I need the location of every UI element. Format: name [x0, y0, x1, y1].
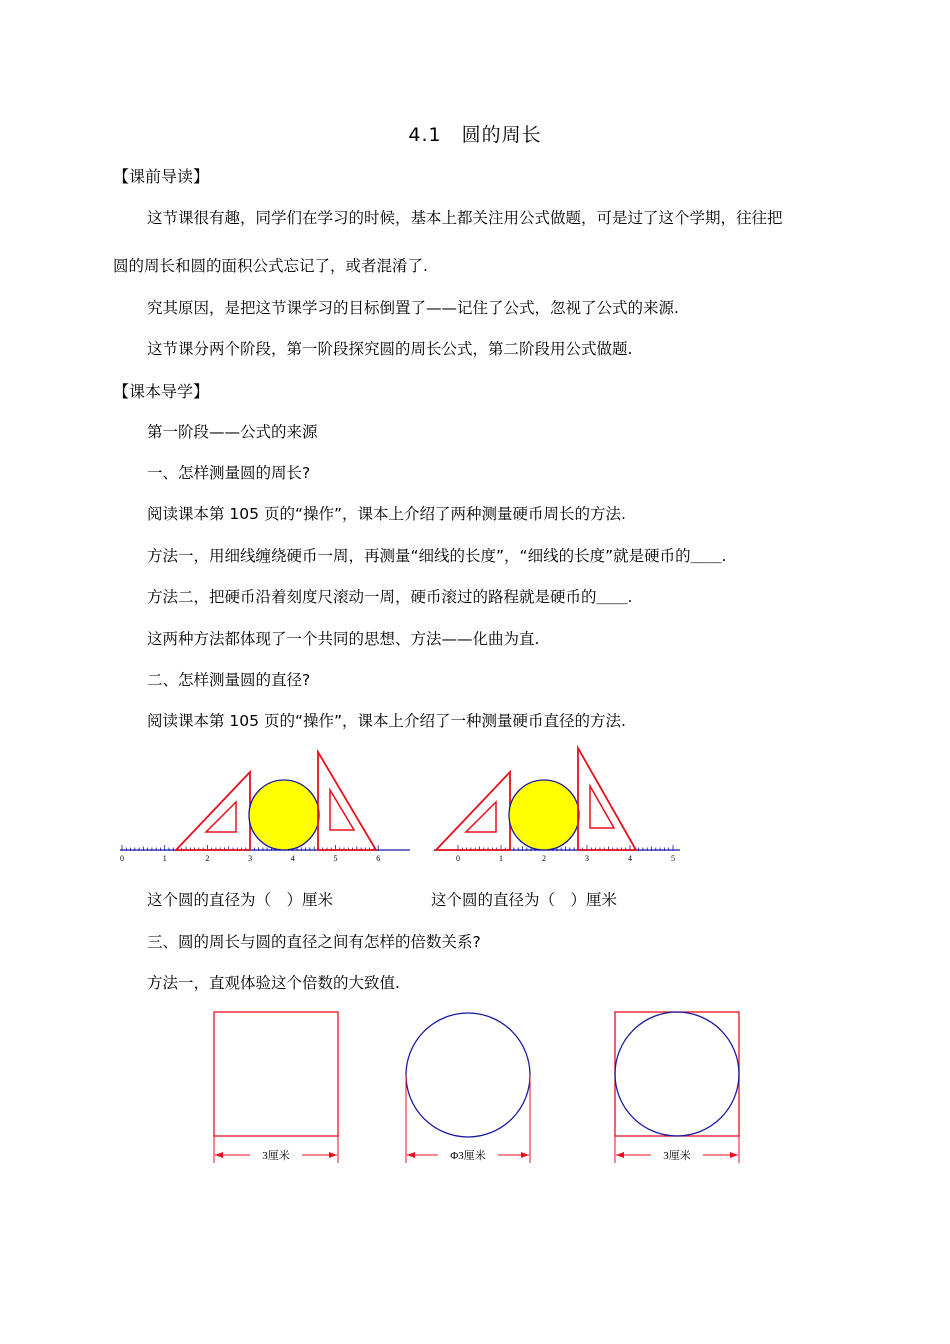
paragraph-2: 究其原因，是把这节课学习的目标倒置了——记住了公式，忽视了公式的来源. [147, 299, 679, 317]
question-2: 二、怎样测量圆的直径? [147, 671, 311, 689]
dim-label-square: 3厘米 [262, 1150, 290, 1162]
circle-figure [398, 1005, 543, 1170]
ruler-tick-label: 1 [162, 854, 167, 863]
page-title: 4.1 圆的周长 [408, 124, 542, 146]
ruler-tick-label: 3 [585, 854, 589, 863]
ruler-figure-right [430, 740, 690, 870]
ruler-tick-label: 0 [120, 854, 124, 863]
square-figure [205, 1005, 350, 1170]
text-heading: 【课本导学】 [113, 382, 210, 401]
square-circle-figure [606, 1005, 751, 1170]
diameter-answer-left: 这个圆的直径为（ ）厘米 [147, 891, 334, 909]
ruler-tick-label: 0 [456, 854, 460, 863]
ruler-tick-label: 6 [376, 854, 381, 863]
method-3: 方法一，直观体验这个倍数的大致值. [147, 974, 400, 992]
paragraph-1: 这节课很有趣，同学们在学习的时候，基本上都关注用公式做题，可是过了这个学期，往往把 [147, 209, 783, 227]
dim-label-circle: Φ3厘米 [450, 1150, 486, 1162]
method-1: 方法一，用细线缠绕硬币一周，再测量“细线的长度”，“细线的长度”就是硬币的＿＿. [147, 547, 727, 565]
ruler-tick-label: 5 [671, 854, 675, 863]
guide-heading: 【课前导读】 [113, 167, 210, 186]
coin-right [509, 780, 579, 850]
idea: 这两种方法都体现了一个共同的思想、方法——化曲为直. [147, 630, 540, 648]
ruler-tick-label: 4 [290, 854, 295, 863]
ruler-tick-label: 1 [499, 854, 503, 863]
stage-1: 第一阶段——公式的来源 [147, 423, 318, 441]
diameter-answer-right: 这个圆的直径为（ ）厘米 [431, 891, 618, 909]
ruler-figure-left [110, 740, 420, 870]
ruler-tick-label: 2 [542, 854, 546, 863]
paragraph-3: 这节课分两个阶段，第一阶段探究圆的周长公式，第二阶段用公式做题. [147, 340, 633, 358]
ruler-tick-label: 5 [333, 854, 338, 863]
question-3: 三、圆的周长与圆的直径之间有怎样的倍数关系? [147, 933, 481, 951]
paragraph-1-cont: 圆的周长和圆的面积公式忘记了，或者混淆了. [113, 257, 428, 275]
coin-left [249, 780, 319, 850]
question-1: 一、怎样测量圆的周长? [147, 464, 311, 482]
read-2: 阅读课本第 105 页的“操作”，课本上介绍了一种测量硬币直径的方法. [147, 712, 626, 730]
read-1: 阅读课本第 105 页的“操作”，课本上介绍了两种测量硬币周长的方法. [147, 505, 626, 523]
ruler-tick-label: 2 [205, 854, 210, 863]
method-2: 方法二，把硬币沿着刻度尺滚动一周，硬币滚过的路程就是硬币的＿＿. [147, 588, 633, 606]
dim-label-square-circle: 3厘米 [663, 1150, 691, 1162]
ruler-tick-label: 4 [628, 854, 632, 863]
ruler-tick-label: 3 [248, 854, 253, 863]
